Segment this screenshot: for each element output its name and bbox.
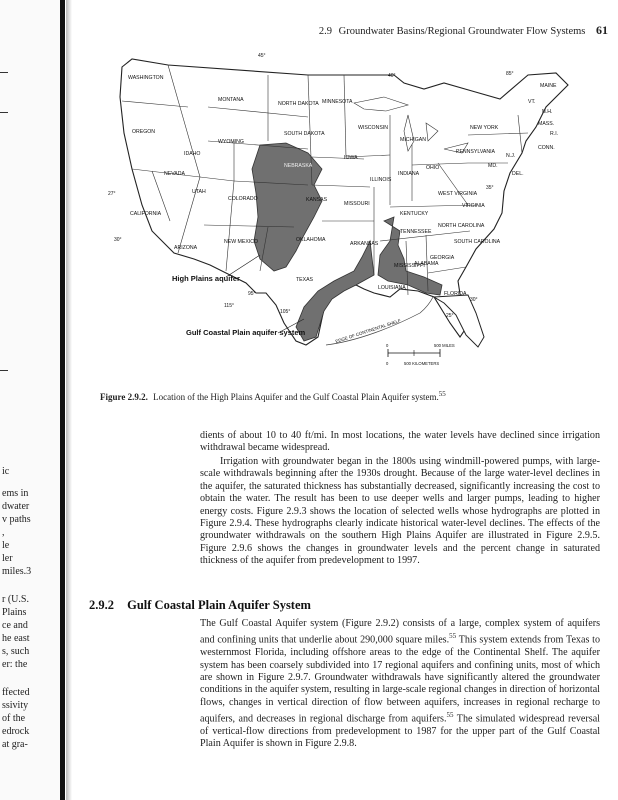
coord-label: 45° xyxy=(258,53,266,59)
scale-km-label: 500 KILOMETERS xyxy=(404,361,440,366)
state-label: MISSISSIPPI xyxy=(394,263,425,269)
state-label: NEVADA xyxy=(164,171,185,177)
state-label: SOUTH DAKOTA xyxy=(284,131,325,137)
prev-page-fragment: v paths xyxy=(2,514,31,525)
prev-page-rule xyxy=(0,370,8,371)
state-label: CONN. xyxy=(538,145,555,151)
state-label: WISCONSIN xyxy=(358,125,388,131)
scale-zero-km: 0 xyxy=(386,361,389,366)
state-label: N.H. xyxy=(542,109,553,115)
gulf-coastal-label: Gulf Coastal Plain aquifer system xyxy=(186,328,306,337)
gutter-gradient xyxy=(66,0,72,800)
coord-label: 85° xyxy=(506,71,514,77)
paragraph-1: dients of about 10 to 40 ft/mi. In most locations, the water levels have declined since irrigation withdrawal became widespread. xyxy=(200,430,600,454)
book-gutter xyxy=(0,0,64,800)
prev-page-fragment: miles.3 xyxy=(2,566,32,577)
state-label: NEW MEXICO xyxy=(224,239,259,245)
state-label: MONTANA xyxy=(218,97,244,103)
prev-page-fragment: he east xyxy=(2,633,30,644)
paragraph-3-part-a: The Gulf Coastal Aquifer system (Figure 2.9.2) consists of a large, complex system of aquifers and confining units that underlie about 290,000 square miles. xyxy=(200,618,600,646)
prev-page-rule xyxy=(0,112,8,113)
state-label: TENNESSEE xyxy=(400,229,432,235)
state-label: N.J. xyxy=(506,153,516,159)
coord-label: 105° xyxy=(280,309,291,315)
prev-page-fragment: ffected xyxy=(2,687,30,698)
state-label: NEW YORK xyxy=(470,125,499,131)
state-label: ARIZONA xyxy=(174,245,198,251)
coord-label: 30° xyxy=(114,237,122,243)
scale-zero-miles: 0 xyxy=(386,343,389,348)
state-label: GEORGIA xyxy=(430,255,455,261)
paragraph-2: Irrigation with groundwater began in the 1800s using windmill-powered pumps, with large-scale withdrawals beginning after the 1930s drought. Because of the large water-level declines in the aquifer, the saturated thickness has substantially decreased, significantly increasing the cost to obtain the water. The result has been to use deeper wells and larger pumps, leading to higher energy costs. Figure 2.9.3 shows the location of selected wells whose hydrographs are plotted in Figure 2.9.4. These hydrographs clearly indicate historical water-level declines. The effects of the groundwater withdrawals on the southern High Plains Aquifer are illustrated in Figure 2.9.5. Figure 2.9.6 shows the changes in groundwater levels and the percent change in saturated thickness of the aquifer from predevelopment to 1997. xyxy=(200,456,600,567)
coord-label: 95° xyxy=(248,291,256,297)
state-label: OREGON xyxy=(132,129,156,135)
state-label: FLORIDA xyxy=(444,291,467,297)
state-label: TEXAS xyxy=(296,277,314,283)
prev-page-fragment: r (U.S. xyxy=(2,594,29,605)
footnote-ref: 55 xyxy=(446,711,454,720)
state-label: WYOMING xyxy=(218,139,244,145)
prev-page-fragment: at gra- xyxy=(2,739,28,750)
state-label: MINNESOTA xyxy=(322,99,353,105)
gutter-shadow xyxy=(60,0,65,800)
prev-page-fragment: le xyxy=(2,540,10,551)
shelf-label: EDGE OF CONTINENTAL SHELF xyxy=(334,318,402,344)
prev-page-fragment: ic xyxy=(2,466,10,477)
scale-miles-label: 500 MILES xyxy=(434,343,455,348)
section-number: 2.9.2 xyxy=(89,598,114,612)
state-label: CALIFORNIA xyxy=(130,211,162,217)
high-plains-label: High Plains aquifer xyxy=(172,274,240,283)
coord-label: 27° xyxy=(108,191,116,197)
state-label: R.I. xyxy=(550,131,559,137)
state-label: ALABAMA xyxy=(414,261,439,267)
state-label: NORTH DAKOTA xyxy=(278,101,319,107)
footnote-ref: 55 xyxy=(449,632,457,641)
header-section: 2.9 xyxy=(318,26,333,37)
paragraph-3 xyxy=(200,618,600,751)
state-label: KANSAS xyxy=(306,197,328,203)
state-label: SOUTH CAROLINA xyxy=(454,239,501,245)
section-heading xyxy=(89,598,311,613)
prev-page-fragment: dwater xyxy=(2,501,30,512)
state-label: WEST VIRGINIA xyxy=(438,191,478,197)
state-label: MAINE xyxy=(540,83,557,89)
section-title: Gulf Coastal Plain Aquifer System xyxy=(127,598,311,612)
paragraph-3-part-b: This system extends from Texas to westernmost Florida, including offshore areas to the edge of the Continental Shelf. The aquifer system has been coarsely subdivided into 17 regional aquifers and confining units, most of which are shown in Figure 2.9.7. Groundwater withdrawals have significantly altered the groundwater conditions in the aquifer system, resulting in large-scale regional changes in direction of horizontal flows, changes in vertical direction of flow between aquifers, increases in regional recharge to aquifers, and decreases in regional discharge from aquifers. xyxy=(200,634,600,725)
prev-page-fragment: ssivity xyxy=(2,700,29,711)
state-label: INDIANA xyxy=(398,171,420,177)
caption-ref: 55 xyxy=(438,390,446,398)
us-aquifer-map xyxy=(108,45,588,380)
state-label: ARKANSAS xyxy=(350,241,379,247)
caption-text: Location of the High Plains Aquifer and the Gulf Coastal Plain Aquifer system. xyxy=(153,392,439,402)
coord-label: 35° xyxy=(486,185,494,191)
prev-page-rule xyxy=(0,72,8,73)
caption-label: Figure 2.9.2. xyxy=(100,392,148,402)
state-label: OKLAHOMA xyxy=(296,237,326,243)
prev-page-fragment: ems in xyxy=(2,488,29,499)
figure-caption xyxy=(100,390,600,402)
prev-page-fragment: er: the xyxy=(2,659,28,670)
state-label: MICHIGAN xyxy=(400,137,426,143)
paragraph-3-part-c: The simulated widespread reversal of vertical-flow directions from predevelopment to 1987 for the upper part of the Gulf Coastal Plain Aquifer is shown in Figure 2.9.8. xyxy=(200,713,600,750)
state-label: UTAH xyxy=(192,189,206,195)
state-label: WASHINGTON xyxy=(128,75,164,81)
prev-page-fragment: Plains xyxy=(2,607,27,618)
state-label: MISSOURI xyxy=(344,201,370,207)
prev-page-fragment: ce and xyxy=(2,620,28,631)
state-label: IOWA xyxy=(344,155,358,161)
state-label: VIRGINIA xyxy=(462,203,485,209)
prev-page-fragment: ler xyxy=(2,553,13,564)
prev-page-fragment: , xyxy=(2,527,5,538)
running-header xyxy=(240,23,608,38)
coord-label: 115° xyxy=(224,303,234,309)
state-label: MASS. xyxy=(538,121,555,127)
state-label: NEBRASKA xyxy=(284,163,313,169)
state-label: LOUISIANA xyxy=(378,285,406,291)
prev-page-fragment: edrock xyxy=(2,726,30,737)
prev-page-fragment: s, such xyxy=(2,646,30,657)
state-label: COLORADO xyxy=(228,196,258,202)
state-label: KENTUCKY xyxy=(400,211,429,217)
state-label: OHIO xyxy=(426,165,440,171)
prev-page-fragment: of the xyxy=(2,713,26,724)
state-label: NORTH CAROLINA xyxy=(438,223,485,229)
state-label: IDAHO xyxy=(184,151,201,157)
state-label: ILLINOIS xyxy=(370,177,392,183)
coord-label: 40° xyxy=(388,73,396,79)
coord-label: 25° xyxy=(446,313,454,319)
state-label: VT. xyxy=(528,99,536,105)
coord-label: 30° xyxy=(470,297,478,303)
state-label: PENNSYLVANIA xyxy=(456,149,496,155)
state-label: DEL. xyxy=(512,171,524,177)
page-number: 61 xyxy=(596,23,608,37)
state-label: MD. xyxy=(488,163,498,169)
header-title: Groundwater Basins/Regional Groundwater Flow Systems xyxy=(338,26,586,37)
scale-bar xyxy=(386,343,455,366)
